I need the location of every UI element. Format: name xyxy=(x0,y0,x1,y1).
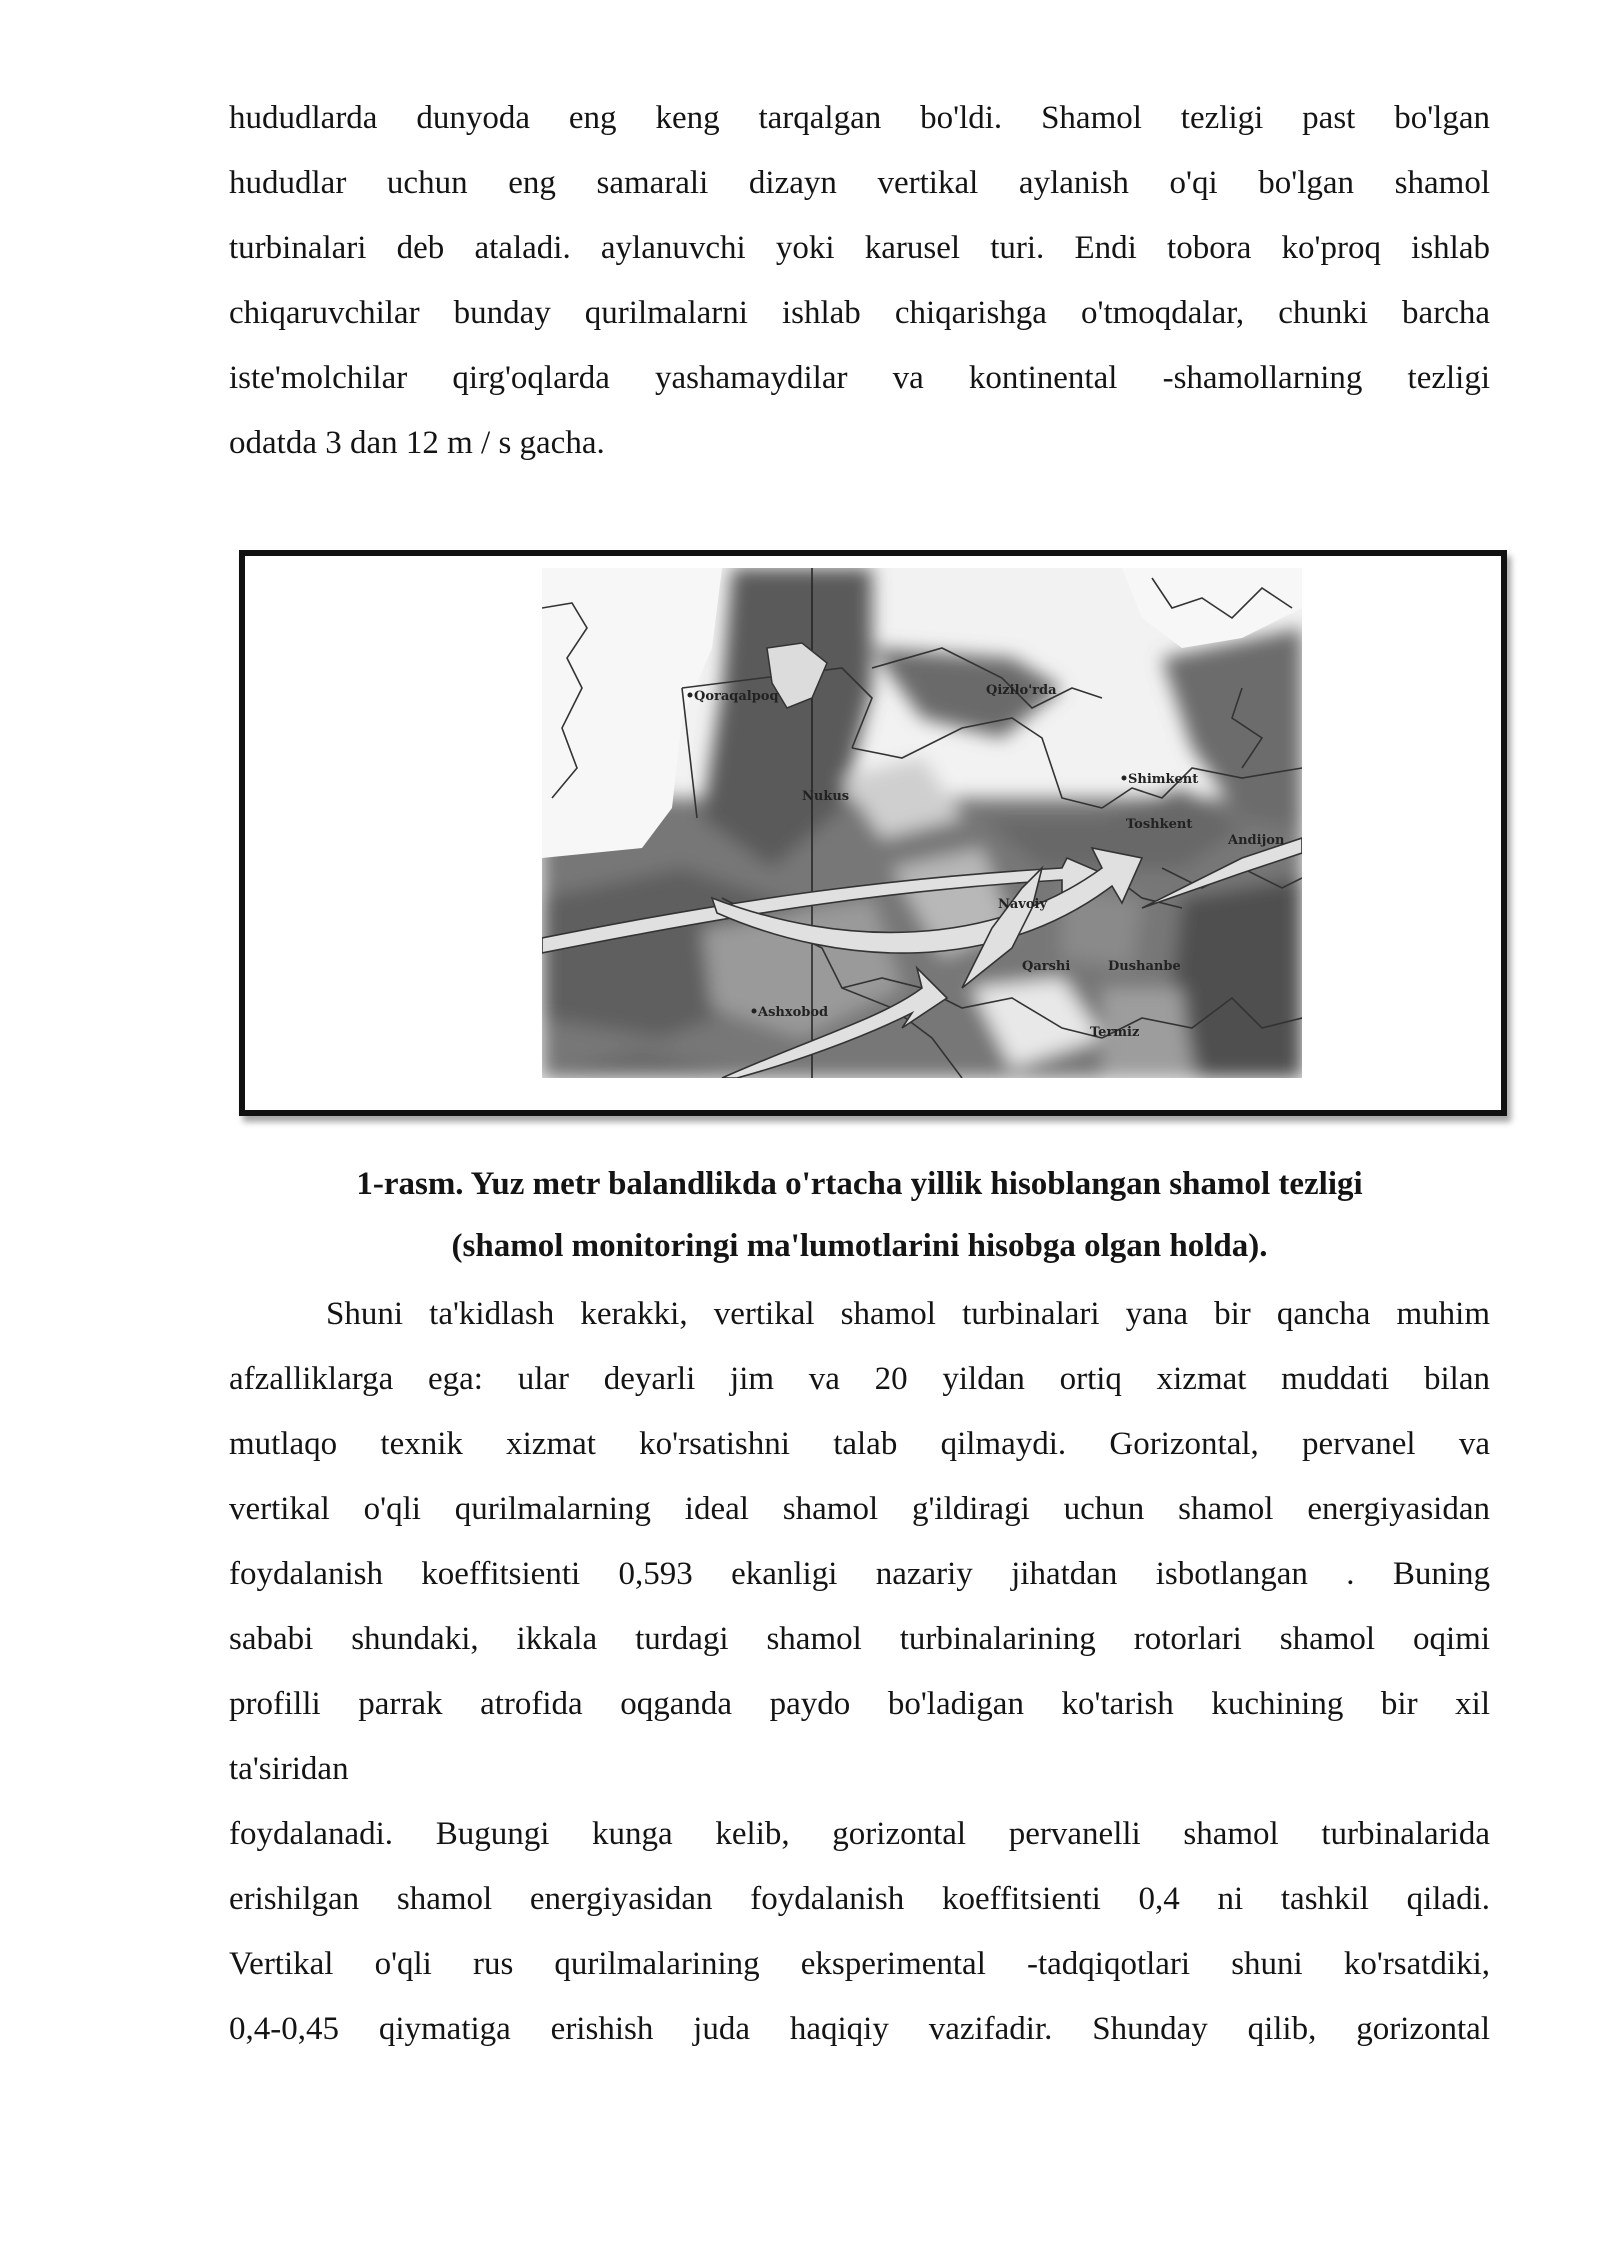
map-label-qoraqalpoq: Qoraqalpoq xyxy=(694,689,779,704)
map-label-nukus: Nukus xyxy=(802,789,850,804)
map-label-shimkent: Shimkent xyxy=(1128,772,1199,787)
text-line: sababi shundaki, ikkala turdagi shamol turbinalarining rotorlari shamol oqimi xyxy=(229,1621,1490,1657)
map-label-qarshi: Qarshi xyxy=(1022,959,1071,974)
text-line: Shuni ta'kidlash kerakki, vertikal shamol turbinalari yana bir qancha muhim xyxy=(326,1296,1490,1332)
text-line: hududlar uchun eng samarali dizayn vertikal aylanish o'qi bo'lgan shamol xyxy=(229,165,1490,201)
map-label-dushanbe: Dushanbe xyxy=(1108,959,1181,974)
text-line: vertikal o'qli qurilmalarning ideal shamol g'ildiragi uchun shamol energiyasidan xyxy=(229,1491,1490,1527)
map-label-ashxobod: Ashxobod xyxy=(758,1005,829,1020)
text-line: foydalanish koeffitsienti 0,593 ekanligi nazariy jihatdan isbotlangan . Buning xyxy=(229,1556,1490,1592)
text-line: erishilgan shamol energiyasidan foydalanish koeffitsienti 0,4 ni tashkil qiladi. xyxy=(229,1881,1490,1917)
map-label-toshkent: Toshkent xyxy=(1126,817,1193,832)
text-line: mutlaqo texnik xizmat ko'rsatishni talab qilmaydi. Gorizontal, pervanel va xyxy=(229,1426,1490,1462)
text-line: hududlarda dunyoda eng keng tarqalgan bo'ldi. Shamol tezligi past bo'lgan xyxy=(229,100,1490,136)
caption-line: (shamol monitoringi ma'lumotlarini hisobga olgan holda). xyxy=(451,1228,1268,1264)
paragraph-bottom xyxy=(229,1282,1490,2062)
caption-line: 1-rasm. Yuz metr balandlikda o'rtacha yillik hisoblangan shamol tezligi xyxy=(356,1166,1363,1202)
text-line: turbinalari deb ataladi. aylanuvchi yoki karusel turi. Endi tobora ko'proq ishlab xyxy=(229,230,1490,266)
text-line: profilli parrak atrofida oqganda paydo bo'ladigan ko'tarish kuchining bir xil xyxy=(229,1686,1490,1722)
map-label-termiz: Termiz xyxy=(1090,1025,1140,1040)
text-line: afzalliklarga ega: ular deyarli jim va 20 yildan ortiq xizmat muddati bilan xyxy=(229,1361,1490,1397)
text-line: chiqaruvchilar bunday qurilmalarni ishlab chiqarishga o'tmoqdalar, chunki barcha xyxy=(229,295,1490,331)
text-line: Vertikal o'qli rus qurilmalarining eksperimental -tadqiqotlari shuni ko'rsatdiki, xyxy=(229,1946,1490,1982)
text-line: foydalanadi. Bugungi kunga kelib, gorizontal pervanelli shamol turbinalarida xyxy=(229,1816,1490,1852)
map-label-navoiy: Navoiy xyxy=(998,897,1048,912)
text-line: odatda 3 dan 12 m / s gacha. xyxy=(229,425,605,461)
map-label-qizilorda: Qizilo'rda xyxy=(986,683,1057,698)
paragraph-top xyxy=(229,86,1490,476)
figure-caption xyxy=(229,1153,1490,1277)
map-label-andijon: Andijon xyxy=(1228,833,1285,848)
text-line: ta'siridan xyxy=(229,1751,349,1787)
text-line: 0,4-0,45 qiymatiga erishish juda haqiqiy vazifadir. Shunday qilib, gorizontal xyxy=(229,2011,1490,2047)
figure-frame xyxy=(239,550,1507,1116)
wind-speed-map xyxy=(542,568,1302,1078)
text-line: iste'molchilar qirg'oqlarda yashamaydilar va kontinental -shamollarning tezligi xyxy=(229,360,1490,396)
